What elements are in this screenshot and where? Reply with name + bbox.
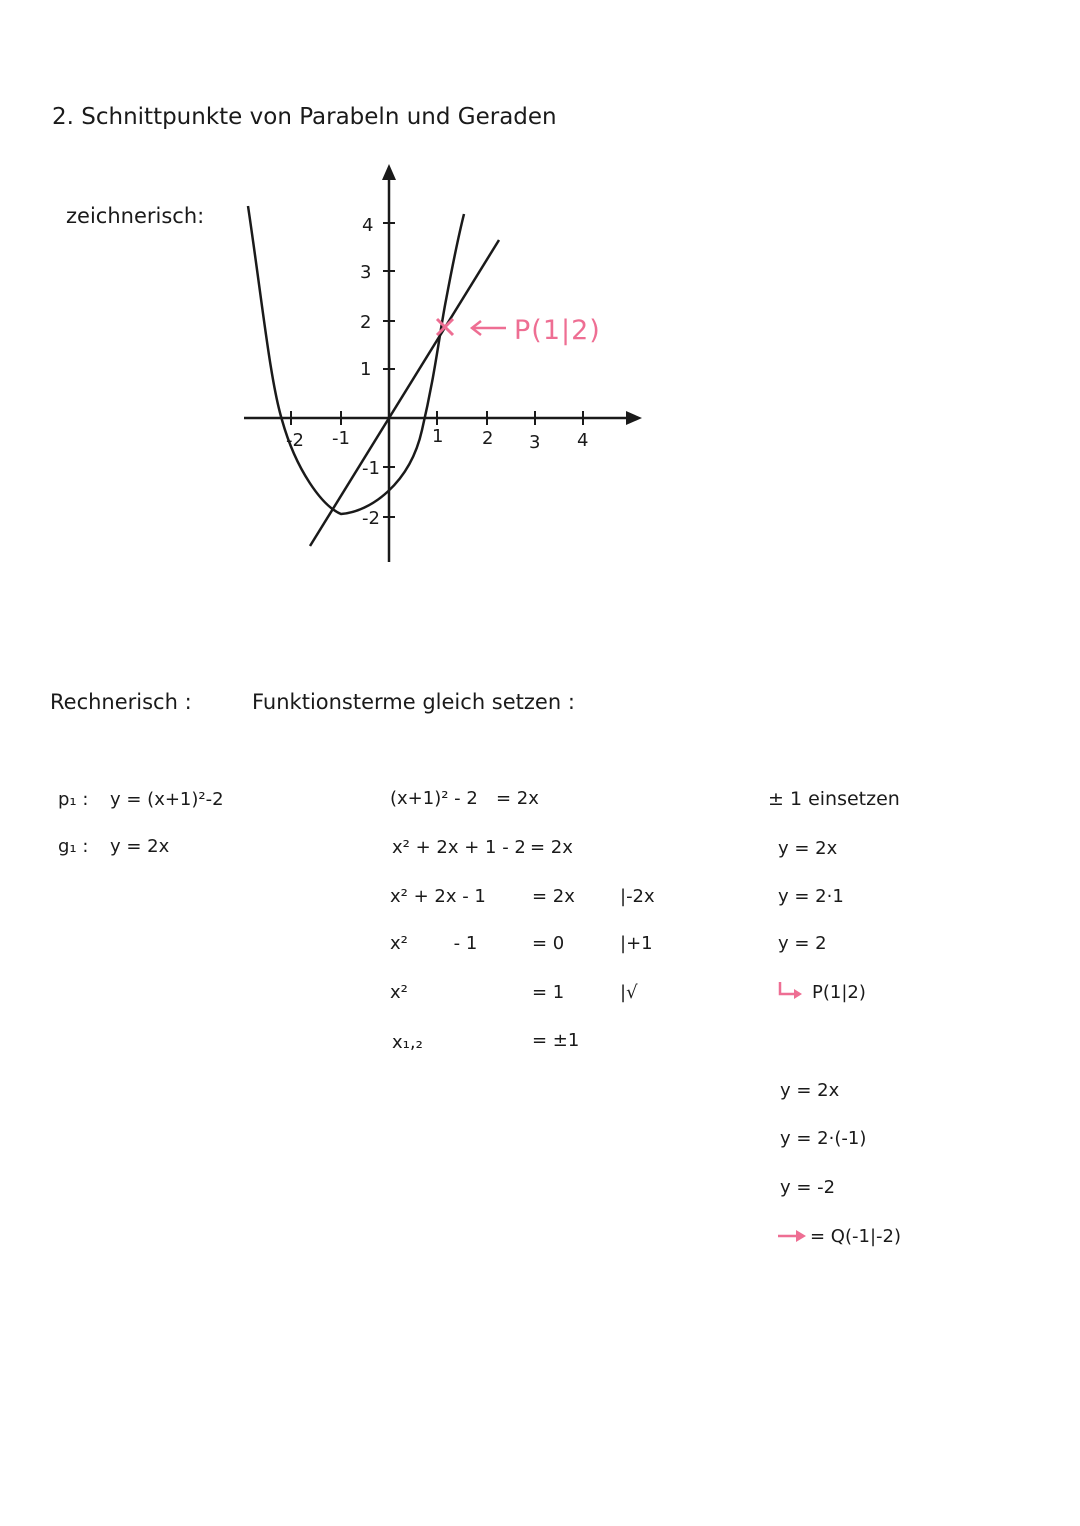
step-operation: |+1	[620, 933, 653, 954]
y-tick-label: -2	[362, 508, 380, 529]
step-rhs: = ±1	[532, 1030, 580, 1051]
y-tick-label: 4	[362, 215, 374, 236]
intersection-cross-icon	[437, 319, 453, 335]
algebraic-label: Rechnerisch :	[50, 690, 192, 714]
step-rhs: = 2x	[496, 788, 539, 809]
substitution-step: y = 2x	[778, 838, 838, 859]
y-tick-label: 3	[360, 262, 372, 283]
step-rhs: = 1	[532, 982, 565, 1003]
intersection-label: P(1|2)	[514, 315, 601, 346]
x-tick-label: -1	[332, 428, 350, 449]
page-title: 2. Schnittpunkte von Parabeln und Geraden	[52, 104, 557, 130]
step-lhs: x₁,₂	[392, 1032, 423, 1053]
parabola-curve	[248, 206, 464, 514]
y-axis-arrow-icon	[382, 164, 396, 180]
step-rhs: = 2x	[530, 837, 573, 858]
step-lhs: x²	[390, 982, 408, 1003]
step-rhs: = 0	[532, 933, 565, 954]
method-label: Funktionsterme gleich setzen :	[252, 690, 575, 714]
y-tick-label: 2	[360, 312, 372, 333]
result-arrow-icon	[776, 980, 806, 1002]
x-tick-label: -2	[286, 430, 304, 451]
arrow-left-icon	[472, 321, 506, 335]
step-operation: |-2x	[620, 886, 655, 907]
line-graph	[310, 240, 499, 546]
y-tick-label: 1	[360, 359, 372, 380]
x-axis-arrow-icon	[626, 411, 642, 425]
substitution-step: y = 2x	[780, 1080, 840, 1101]
result-point-p: P(1|2)	[812, 982, 866, 1003]
x-tick-label: 3	[529, 432, 541, 453]
step-lhs: x² - 1	[390, 933, 478, 954]
function-name: p₁ :	[58, 789, 89, 810]
substitute-label: ± 1 einsetzen	[768, 788, 900, 810]
substitution-step: y = 2·1	[778, 886, 844, 907]
result-point-q: = Q(-1|-2)	[810, 1226, 901, 1247]
x-tick-label: 2	[482, 428, 494, 449]
function-term: y = 2x	[110, 836, 170, 857]
y-tick-label: -1	[362, 458, 380, 479]
function-name: g₁ :	[58, 836, 89, 857]
substitution-step: y = 2·(-1)	[780, 1128, 867, 1149]
result-arrow-icon	[776, 1227, 808, 1245]
x-tick-label: 1	[432, 426, 444, 447]
substitution-step: y = 2	[778, 933, 827, 954]
step-lhs: x² + 2x + 1 - 2	[392, 837, 526, 858]
coordinate-graph	[0, 0, 1080, 620]
step-rhs: = 2x	[532, 886, 575, 907]
x-tick-label: 4	[577, 430, 589, 451]
graphical-label: zeichnerisch:	[66, 204, 205, 228]
step-lhs: x² + 2x - 1	[390, 886, 486, 907]
step-lhs: (x+1)² - 2	[390, 788, 478, 809]
function-term: y = (x+1)²-2	[110, 789, 224, 810]
substitution-step: y = -2	[780, 1177, 836, 1198]
step-operation: |√	[620, 982, 638, 1003]
